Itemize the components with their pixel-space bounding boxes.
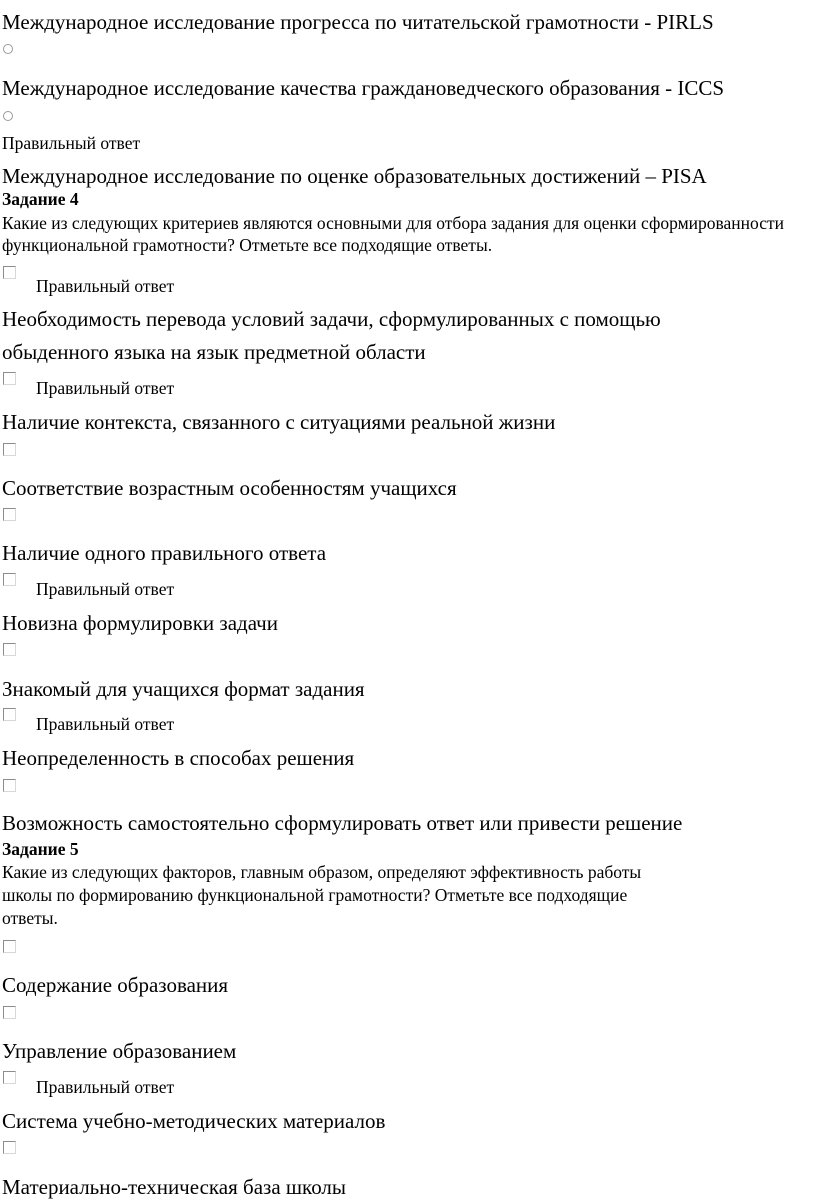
checkbox[interactable] [3,779,16,792]
checkbox[interactable] [3,1141,16,1154]
option-text: Знакомый для учащихся формат задания [2,677,365,701]
option-text: обыденного языка на язык предметной области [2,340,426,364]
checkbox[interactable] [3,443,16,456]
checkbox[interactable] [3,508,16,521]
checkbox[interactable] [3,573,16,586]
radio-button[interactable] [3,111,13,121]
option-text: Новизна формулировки задачи [2,611,278,635]
checkbox[interactable] [3,708,16,721]
task-title: Задание 5 [2,839,79,859]
correct-answer-label: Правильный ответ [36,276,175,296]
option-text: Международное исследование прогресса по читательской грамотности - PIRLS [2,10,714,34]
checkbox[interactable] [3,1071,16,1084]
option-text: Наличие одного правильного ответа [2,541,327,565]
option-text: Неопределенность в способах решения [2,746,355,770]
correct-answer-label: Правильный ответ [2,133,141,153]
checkbox[interactable] [3,266,16,279]
option-text: Международное исследование по оценке образовательных достижений – PISA [2,164,707,188]
checkbox[interactable] [3,940,16,953]
task-question: ответы. [2,908,58,928]
checkbox[interactable] [3,1006,16,1019]
task-question: школы по формированию функциональной грамотности? Отметьте все подходящие [2,885,628,905]
correct-answer-label: Правильный ответ [36,378,175,398]
radio-button[interactable] [3,44,13,54]
option-text: Управление образованием [2,1039,237,1063]
task-title: Задание 4 [2,189,79,209]
option-text: Международное исследование качества граждановедческого образования - ICCS [2,76,725,100]
option-text: Материально-техническая база школы [2,1175,347,1199]
correct-answer-label: Правильный ответ [36,579,175,599]
option-text: Необходимость перевода условий задачи, сформулированных с помощью [2,307,661,331]
task-question: Какие из следующих критериев являются основными для отбора задания для оценки сформированности функциональной грамотности? Отметьте все подходящие ответы. [2,213,785,255]
correct-answer-label: Правильный ответ [36,1077,175,1097]
option-text: Система учебно-методических материалов [2,1109,386,1133]
checkbox[interactable] [3,372,16,385]
option-text: Соответствие возрастным особенностям учащихся [2,476,457,500]
option-text: Наличие контекста, связанного с ситуациями реальной жизни [2,410,556,434]
task-question: Какие из следующих факторов, главным образом, определяют эффективность работы [2,862,642,882]
option-text: Возможность самостоятельно сформулировать ответ или привести решение [2,811,683,835]
option-text: Содержание образования [2,973,229,997]
correct-answer-label: Правильный ответ [36,714,175,734]
checkbox[interactable] [3,643,16,656]
